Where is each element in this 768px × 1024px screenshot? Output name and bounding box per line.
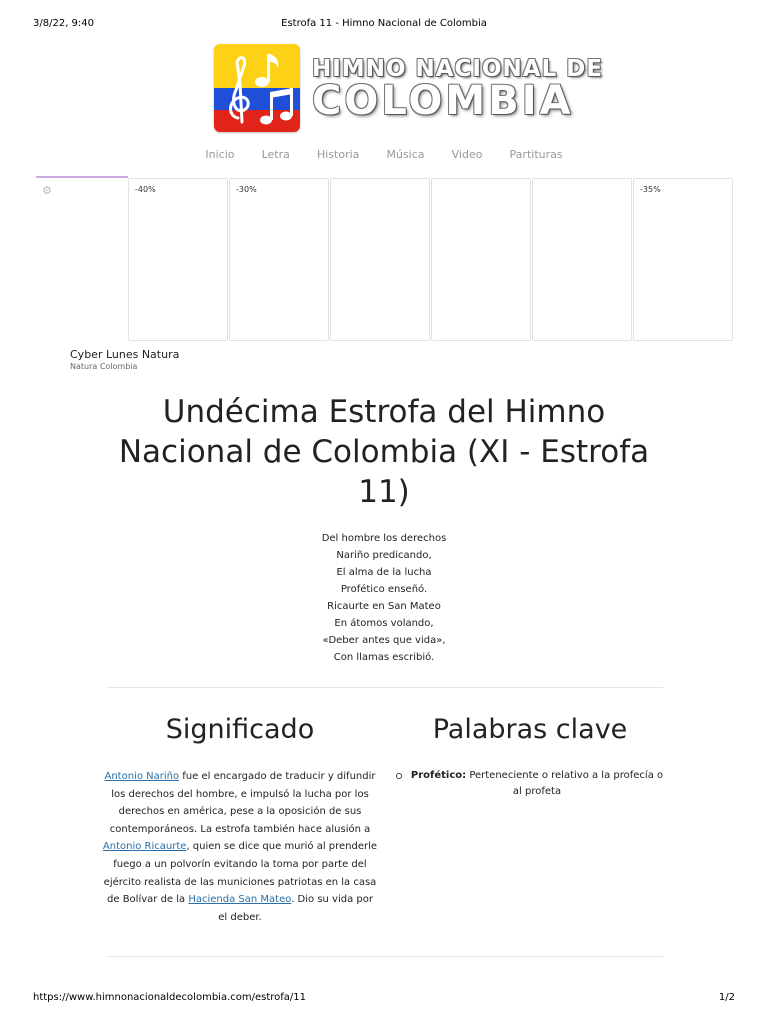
verse-line: Del hombre los derechos: [321, 533, 447, 544]
section-divider: [107, 687, 663, 688]
verse-line: «Deber antes que vida»,: [322, 635, 446, 646]
circle-bullet-icon: [396, 773, 402, 779]
ad-discount-label: -40%: [135, 185, 156, 194]
ad-choices-icon[interactable]: ⚙: [42, 184, 52, 197]
keywords-section: [392, 712, 668, 800]
meaning-text-part: . Dio su vida por el deber.: [218, 894, 373, 923]
meaning-heading: Significado: [165, 714, 315, 745]
link-antonio-narino[interactable]: Antonio Nariño: [104, 771, 180, 782]
print-datetime: 3/8/22, 9:40: [33, 18, 95, 29]
nav-item-musica[interactable]: Música: [386, 148, 425, 161]
nav-item-letra[interactable]: Letra: [261, 148, 290, 161]
section-divider: [107, 956, 663, 957]
ad-product-card[interactable]: [633, 178, 733, 341]
main-nav: [0, 143, 768, 162]
ad-product-card[interactable]: [229, 178, 329, 341]
verse-line: El alma de la lucha: [336, 567, 432, 578]
print-url: https://www.himnonacionaldecolombia.com/estrofa/11: [33, 992, 307, 1003]
verse-block: [0, 530, 768, 666]
nav-item-video[interactable]: Video: [451, 148, 483, 161]
link-hacienda-san-mateo[interactable]: Hacienda San Mateo: [188, 894, 292, 906]
ad-advertiser: Natura Colombia: [70, 362, 138, 371]
ad-title[interactable]: Cyber Lunes Natura: [70, 348, 180, 361]
verse-line: Con llamas escribió.: [333, 652, 435, 663]
keyword-term: Profético:: [410, 770, 467, 781]
verse-line: Ricaurte en San Mateo: [327, 601, 441, 612]
print-title: Estrofa 11 - Himno Nacional de Colombia: [281, 18, 487, 29]
nav-item-historia[interactable]: Historia: [316, 148, 360, 161]
meaning-text-part: fue el encargado de traducir y difundir los derechos del hombre, e impulsó la lucha por los derechos en américa, pese a la oposición de sus contemporáneos. La estrofa también hace alusión a: [109, 771, 376, 835]
link-antonio-ricaurte[interactable]: Antonio Ricaurte: [102, 841, 187, 853]
site-logo[interactable]: [214, 44, 604, 134]
verse-line: Profético enseñó.: [340, 584, 428, 595]
keyword-definition: Perteneciente o relativo a la profecía o al profeta: [466, 770, 664, 797]
music-notes-icon: [214, 44, 300, 132]
meaning-text: [102, 768, 378, 926]
print-footer: [0, 992, 768, 1006]
ad-product-card[interactable]: [431, 178, 531, 341]
meaning-text-part: , quien se dice que murió al prenderle fuego a un polvorín evitando la toma por parte del ejército realista de las municiones patriotas en la casa de Bolívar de la: [103, 841, 378, 906]
ad-discount-label: -30%: [236, 185, 257, 194]
meaning-section: [102, 712, 378, 926]
nav-item-inicio[interactable]: Inicio: [205, 148, 235, 161]
page-title: Undécima Estrofa del Himno Nacional de Colombia (XI - Estrofa 11): [118, 394, 650, 510]
ad-product-card[interactable]: [330, 178, 430, 341]
ad-product-card[interactable]: [128, 178, 228, 341]
colombia-flag: [214, 44, 300, 132]
verse-line: Nariño predicando,: [336, 550, 432, 561]
print-page-number: 1/2: [718, 992, 735, 1003]
keywords-heading: Palabras clave: [432, 714, 628, 745]
ad-accent-line: [36, 176, 128, 178]
verse-line: En átomos volando,: [334, 618, 434, 629]
keywords-list: [392, 768, 668, 800]
keyword-item: [392, 768, 668, 800]
print-header: [0, 18, 768, 32]
ad-banner: [36, 176, 734, 344]
ad-discount-label: -35%: [640, 185, 661, 194]
nav-item-partituras[interactable]: Partituras: [509, 148, 563, 161]
logo-title-line1: HIMNO NACIONAL DE: [312, 56, 604, 82]
logo-title-line2: COLOMBIA: [312, 78, 574, 124]
ad-product-card[interactable]: [532, 178, 632, 341]
